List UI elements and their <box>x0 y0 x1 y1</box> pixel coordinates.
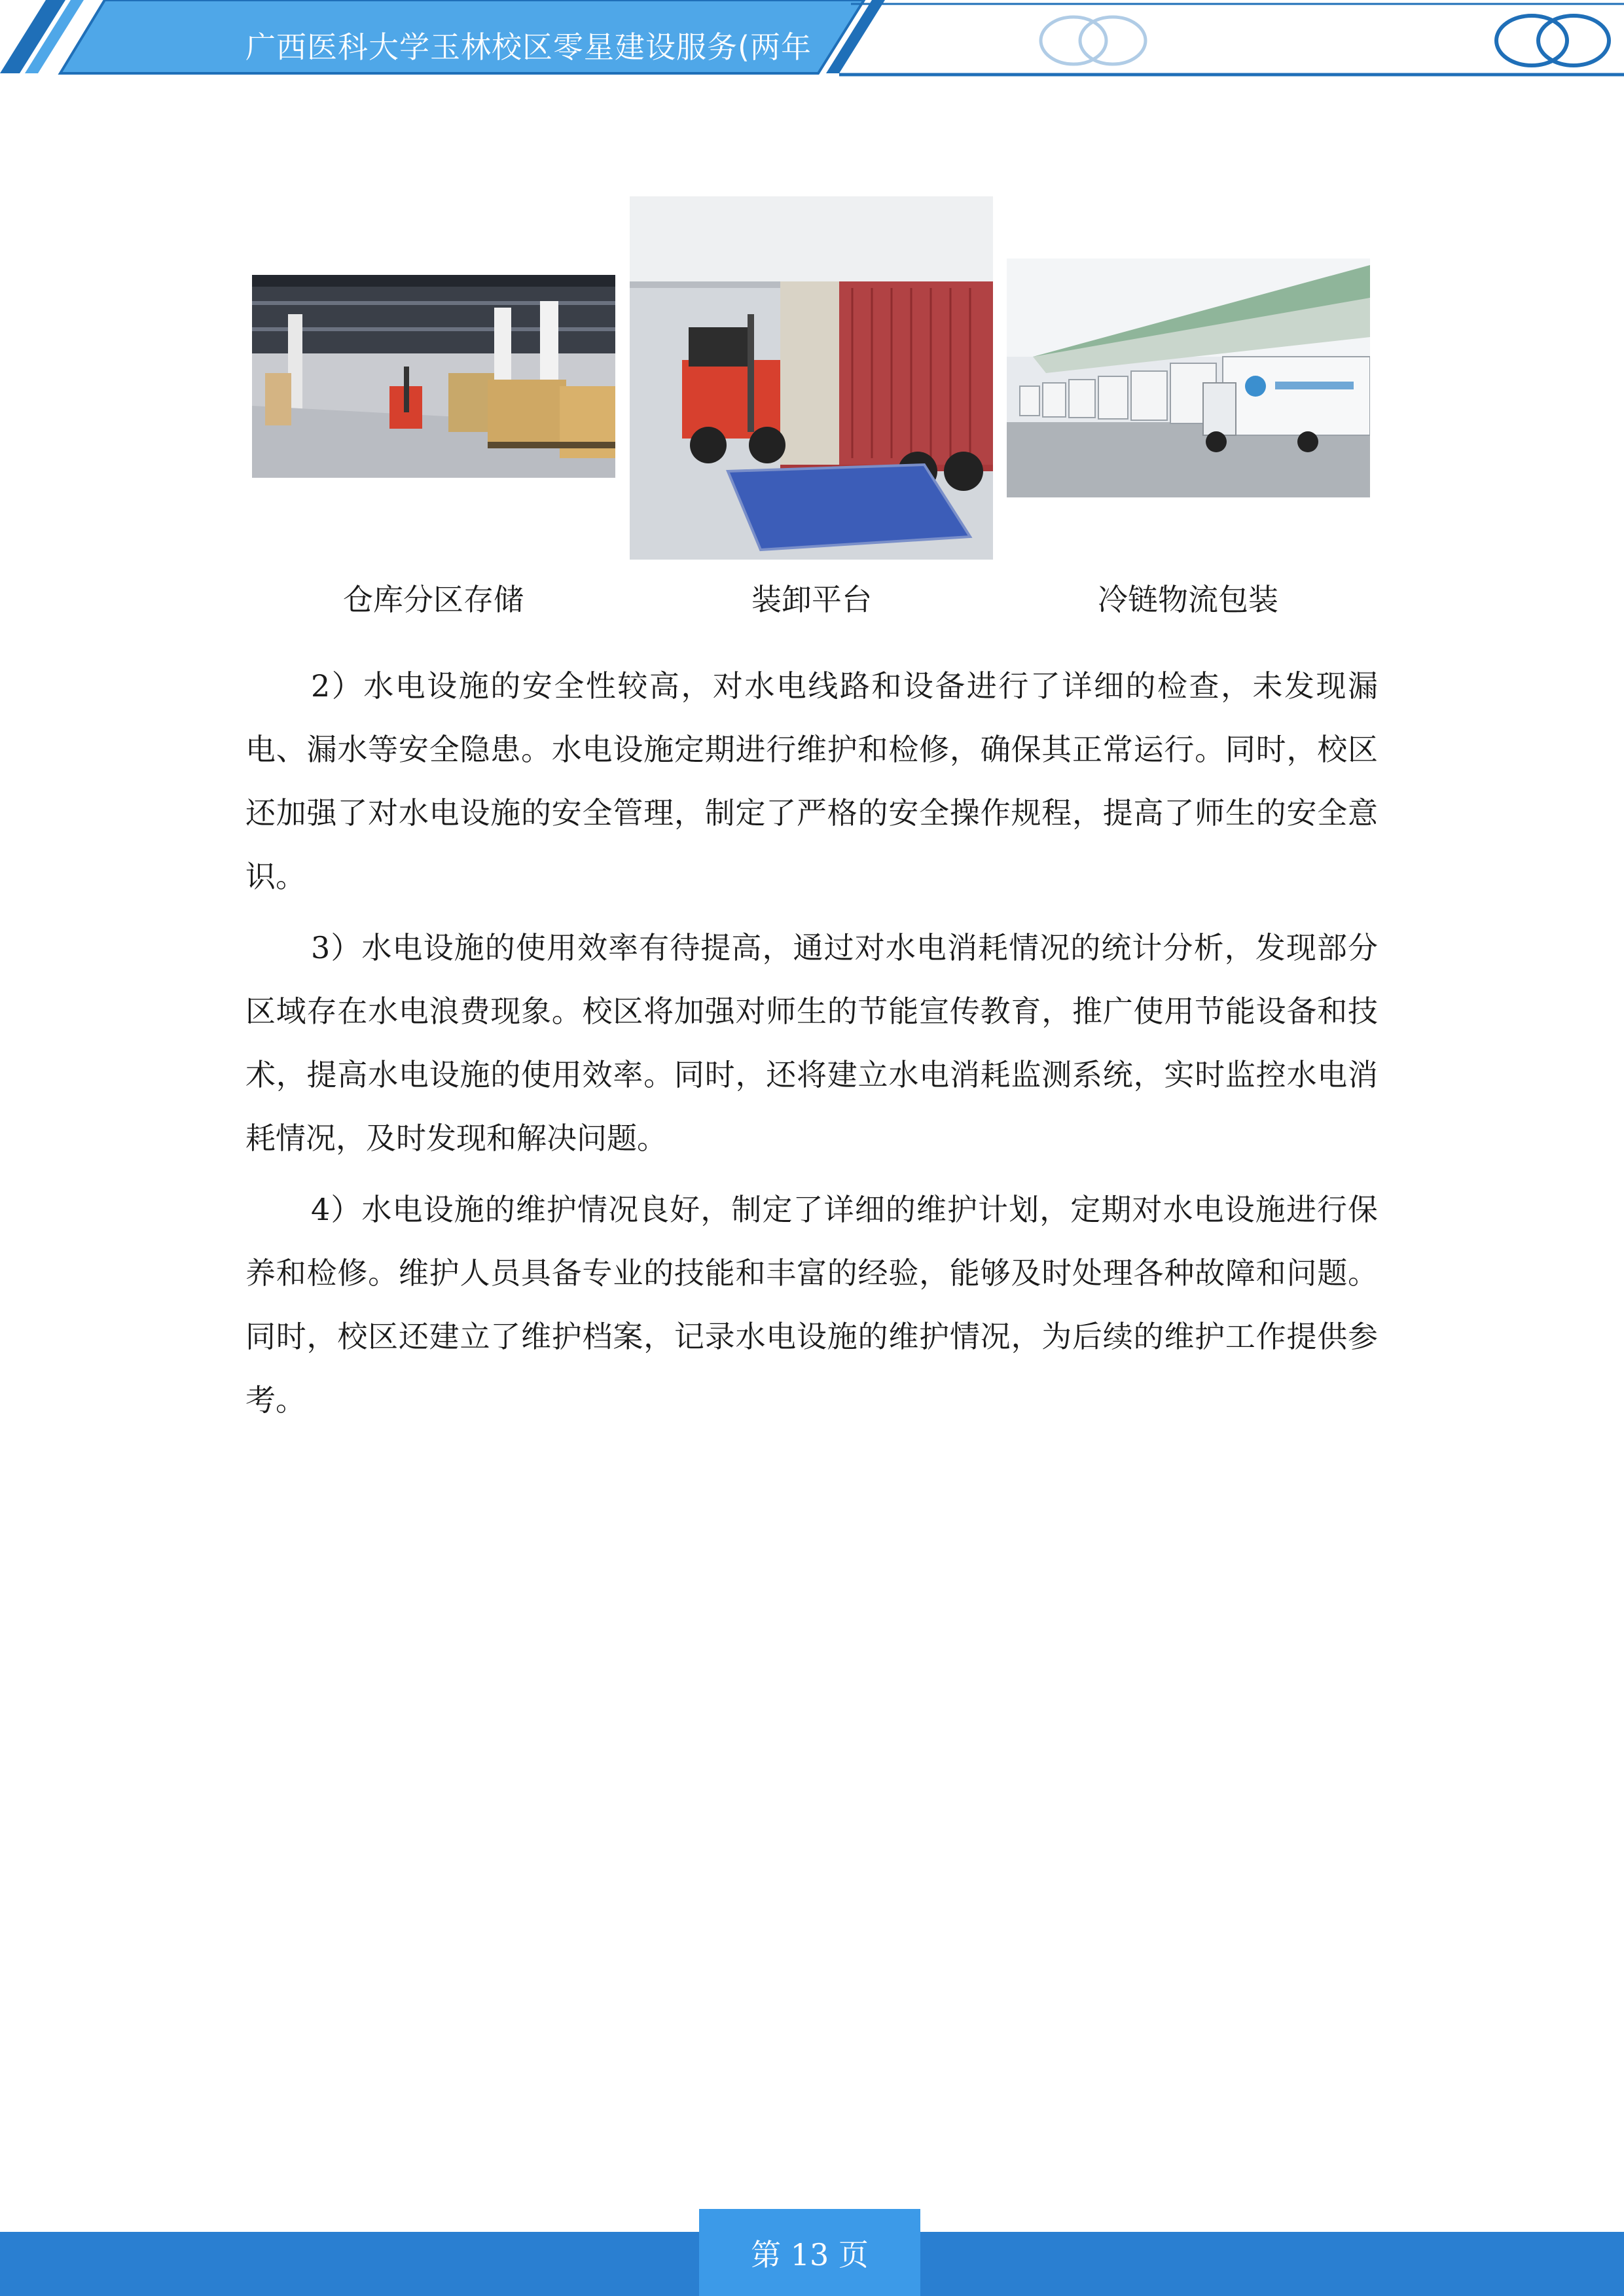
paragraph-2: 2）水电设施的安全性较高，对水电线路和设备进行了详细的检查，未发现漏电、漏水等安全隐患。水电设施定期进行维护和检修，确保其正常运行。同时，校区还加强了对水电设施的安全管理，制定了严格的安全操作规程，提高了师生的安全意识。 <box>245 668 1378 894</box>
paragraph-4: 4）水电设施的维护情况良好，制定了详细的维护计划，定期对水电设施进行保养和检修。维护人员具备专业的技能和丰富的经验，能够及时处理各种故障和问题。同时，校区还建立了维护档案，记录水电设施的维护情况，为后续的维护工作提供参考。 <box>245 1192 1378 1418</box>
body-text <box>245 655 1378 1440</box>
double-ring-logo-icon <box>1496 16 1609 65</box>
page-number: 第 13 页 <box>699 2209 920 2296</box>
caption-loading-dock: 装卸平台 <box>751 582 872 617</box>
loading-dock-photo <box>630 196 993 560</box>
header-title: 广西医科大学玉林校区零星建设服务(两年 <box>245 29 812 65</box>
page-header <box>0 0 1624 85</box>
paragraph-3: 3）水电设施的使用效率有待提高，通过对水电消耗情况的统计分析，发现部分区域存在水电浪费现象。校区将加强对师生的节能宣传教育，推广使用节能设备和技术，提高水电设施的使用效率。同时，还将建立水电消耗监测系统，实时监控水电消耗情况，及时发现和解决问题。 <box>245 930 1378 1156</box>
cold-chain-trucks-photo <box>1007 259 1370 497</box>
warehouse-photo <box>252 275 615 478</box>
header-graphic <box>0 0 1624 85</box>
caption-warehouse: 仓库分区存储 <box>343 582 524 617</box>
caption-cold-chain: 冷链物流包装 <box>1098 582 1278 617</box>
